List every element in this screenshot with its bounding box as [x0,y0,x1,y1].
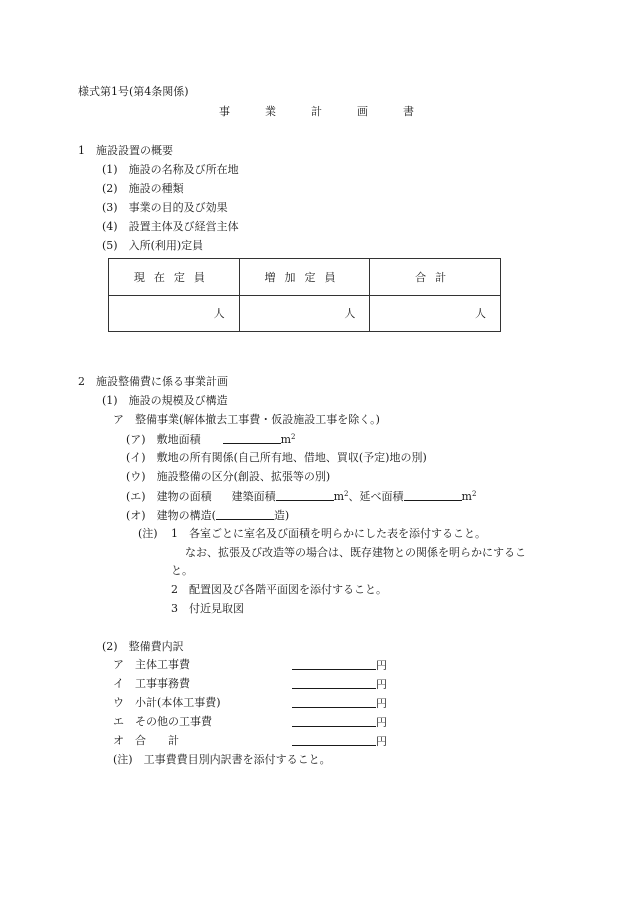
section1-item: (2) 施設の種類 [102,182,184,195]
title-char: 書 [403,105,414,118]
cost-field-row [292,659,387,671]
table-row [109,296,501,332]
section1-item: (4) 設置主体及び経営主体 [102,220,239,233]
cost-amount-field[interactable] [292,716,376,727]
sqm-superscript: 2 [344,490,349,498]
unit-cell[interactable]: 人 [370,296,501,332]
note-2: 2 配置図及び各階平面図を添付すること。 [171,583,387,596]
building-footprint-label: 建築面積 [231,490,276,503]
sqm-unit: m [280,433,292,446]
building-structure-field[interactable] [216,509,274,520]
section2-heading: 2 施設整備費に係る事業計画 [78,375,228,388]
building-structure-end: 造) [273,509,290,522]
page-title [219,106,449,117]
cost-amount-field[interactable] [292,678,376,689]
cost-field-row [292,678,387,690]
note-3: 3 付近見取図 [171,602,244,615]
title-char: 画 [357,105,368,118]
section1-heading: 1 施設設置の概要 [78,144,173,157]
floor-area-label: 、延べ面積 [348,490,404,503]
yen-unit: 円 [376,697,387,710]
cost-amount-field[interactable] [292,697,376,708]
title-char: 業 [265,105,276,118]
form-number: 様式第1号(第4条関係) [78,85,189,98]
building-structure-label: (オ) 建物の構造( [126,509,216,522]
sqm-superscript: 2 [471,490,477,498]
section2-sub1: (1) 施設の規模及び構造 [102,394,228,407]
section1-item: (3) 事業の目的及び効果 [102,201,228,214]
section1-item: (5) 入所(利用)定員 [102,239,204,252]
site-area-row [126,433,296,445]
section2-sub2: (2) 整備費内訳 [102,640,184,653]
cost-item: エ その他の工事費 [113,715,212,728]
cost-item: オ 合 計 [113,734,179,747]
floor-area-field[interactable] [404,490,462,501]
cost-field-row [292,735,387,747]
unit-cell[interactable]: 人 [239,296,370,332]
unit-cell[interactable]: 人 [109,296,240,332]
site-area-field[interactable] [223,433,281,444]
building-structure-row [126,509,289,521]
cost-note: (注) 工事費費目別内訳書を添付すること。 [113,753,331,766]
title-char: 事 [219,105,230,118]
yen-unit: 円 [376,735,387,748]
sqm-unit: m [461,490,472,503]
note-1b: なお、拡張及び改造等の場合は、既存建物との関係を明らかにするこ [185,546,526,559]
cost-item: ウ 小計(本体工事費) [113,696,221,709]
building-area-row [126,490,476,502]
sqm-superscript: 2 [291,433,296,441]
site-ownership-row: (イ) 敷地の所有関係(自己所有地、借地、買収(予定)地の別) [126,451,427,464]
section1-item: (1) 施設の名称及び所在地 [102,163,239,176]
table-header-row [109,259,501,296]
note-1: 1 各室ごとに室名及び面積を明らかにした表を添付すること。 [171,527,486,540]
cost-amount-field[interactable] [292,735,376,746]
building-area-label: (エ) 建物の面積 [126,490,212,503]
header-current-capacity: 現在定員 [109,259,240,296]
yen-unit: 円 [376,678,387,691]
note-1c: と。 [171,564,193,577]
sqm-unit: m [333,490,345,503]
cost-amount-field[interactable] [292,659,376,670]
yen-unit: 円 [376,716,387,729]
note-prefix: (注) [138,527,158,540]
yen-unit: 円 [376,659,387,672]
header-added-capacity: 増加定員 [239,259,370,296]
capacity-table [108,258,501,332]
cost-item: イ 工事事務費 [113,677,190,690]
building-footprint-field[interactable] [276,490,334,501]
site-area-label: (ア) 敷地面積 [126,433,201,446]
section2-sub1a: ア 整備事業(解体撤去工事費・仮設施設工事を除く。) [113,413,380,426]
header-total: 合計 [370,259,501,296]
construction-type-row: (ウ) 施設整備の区分(創設、拡張等の別) [126,470,331,483]
cost-item: ア 主体工事費 [113,658,190,671]
cost-field-row [292,697,387,709]
cost-field-row [292,716,387,728]
title-char: 計 [311,105,322,118]
